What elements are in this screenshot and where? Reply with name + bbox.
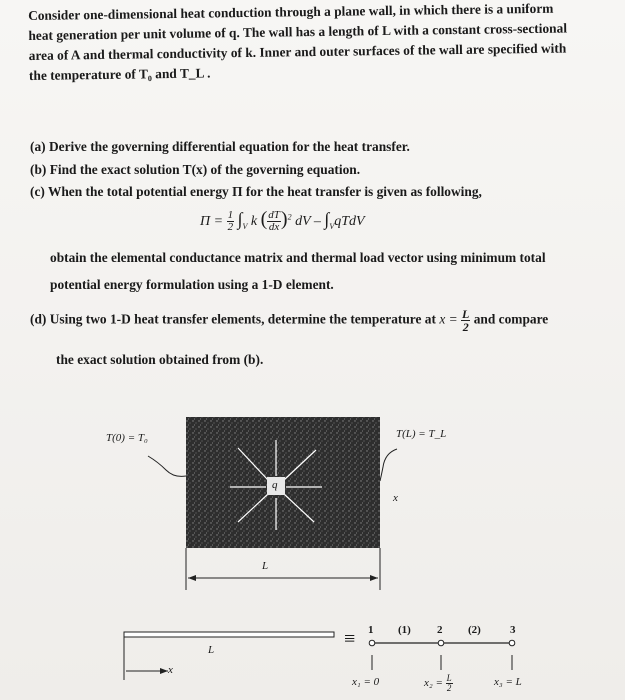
- eq-half: $\frac{1}{2}$: [227, 209, 234, 234]
- eq-sub-v1: V: [242, 221, 248, 231]
- question-c: (c) When the total potential energy Π for the heat transfer is given as following,: [30, 184, 482, 199]
- element-2-label: (2): [468, 624, 481, 636]
- right-bc-label: T(L) = T_L: [396, 428, 447, 440]
- x2-label: x₂ = $\frac{L}{2}$: [424, 673, 452, 693]
- x2-frac: $\frac{L}{2}$: [446, 673, 452, 693]
- eq-term2: qTdV: [334, 214, 365, 229]
- eq-lhs: Π =: [200, 214, 224, 229]
- question-d-x: x =: [439, 311, 458, 327]
- right-bc-leader: [380, 449, 397, 481]
- integral-sign-1: ∫: [237, 209, 243, 229]
- eq-sub-v2: V: [329, 221, 335, 231]
- intro-line-3: area of A and thermal conductivity of k. Inner and outer surfaces of the wall are specified with: [28, 40, 567, 63]
- node-1-label: 1: [368, 624, 374, 636]
- question-a: (a) Derive the governing differential equation for the heat transfer.: [30, 139, 410, 154]
- intro-line-1: Consider one-dimensional heat conduction through a plane wall, in which there is a uniform: [28, 0, 554, 23]
- x-label-bottom: x: [168, 664, 173, 676]
- intro-line-2: heat generation per unit volume of q. The wall has a length of L with a constant cross-sectional: [28, 20, 568, 43]
- integral-sign-2: ∫: [324, 209, 330, 229]
- paren-left: (: [260, 208, 268, 230]
- x3-label: x₃ = L: [494, 676, 522, 688]
- question-b: (b) Find the exact solution T(x) of the governing equation.: [30, 162, 361, 177]
- eq-square: 2: [287, 212, 292, 222]
- node-2-label: 2: [437, 624, 443, 636]
- intro-line-4: the temperature of T₀ and T_L .: [28, 65, 211, 83]
- question-d-cont: the exact solution obtained from (b).: [56, 352, 264, 367]
- bar-length-label: L: [208, 644, 215, 656]
- eq-k: k: [250, 214, 258, 229]
- wall-bar: [124, 632, 334, 637]
- x-label-top: x: [393, 492, 398, 504]
- question-c-cont-2: potential energy formulation using a 1-D element.: [50, 277, 334, 292]
- eq-term1-end: dV –: [295, 214, 321, 229]
- eq-dTdx: $\frac{dT}{dx}$: [268, 209, 280, 234]
- node-1: [369, 640, 375, 646]
- equivalence-sign: ≡: [344, 628, 356, 650]
- element-1-label: (1): [398, 624, 411, 636]
- question-d-post: and compare: [473, 311, 549, 327]
- node-2: [438, 640, 444, 646]
- question-d-frac: $\frac{L}{2}$: [462, 307, 470, 334]
- q-label: q: [272, 479, 278, 491]
- question-d-pre: (d) Using two 1-D heat transfer elements, determine the temperature at: [30, 311, 436, 327]
- question-c-cont-1: obtain the elemental conductance matrix and thermal load vector using minimum total: [50, 250, 546, 265]
- x1-label: x₁ = 0: [352, 676, 380, 688]
- left-bc-label: T(0) = T₀: [106, 432, 148, 444]
- left-bc-leader: [148, 456, 186, 476]
- paren-right: ): [280, 208, 288, 230]
- node-3-label: 3: [510, 624, 516, 636]
- node-3: [509, 640, 515, 646]
- length-label: L: [262, 560, 269, 572]
